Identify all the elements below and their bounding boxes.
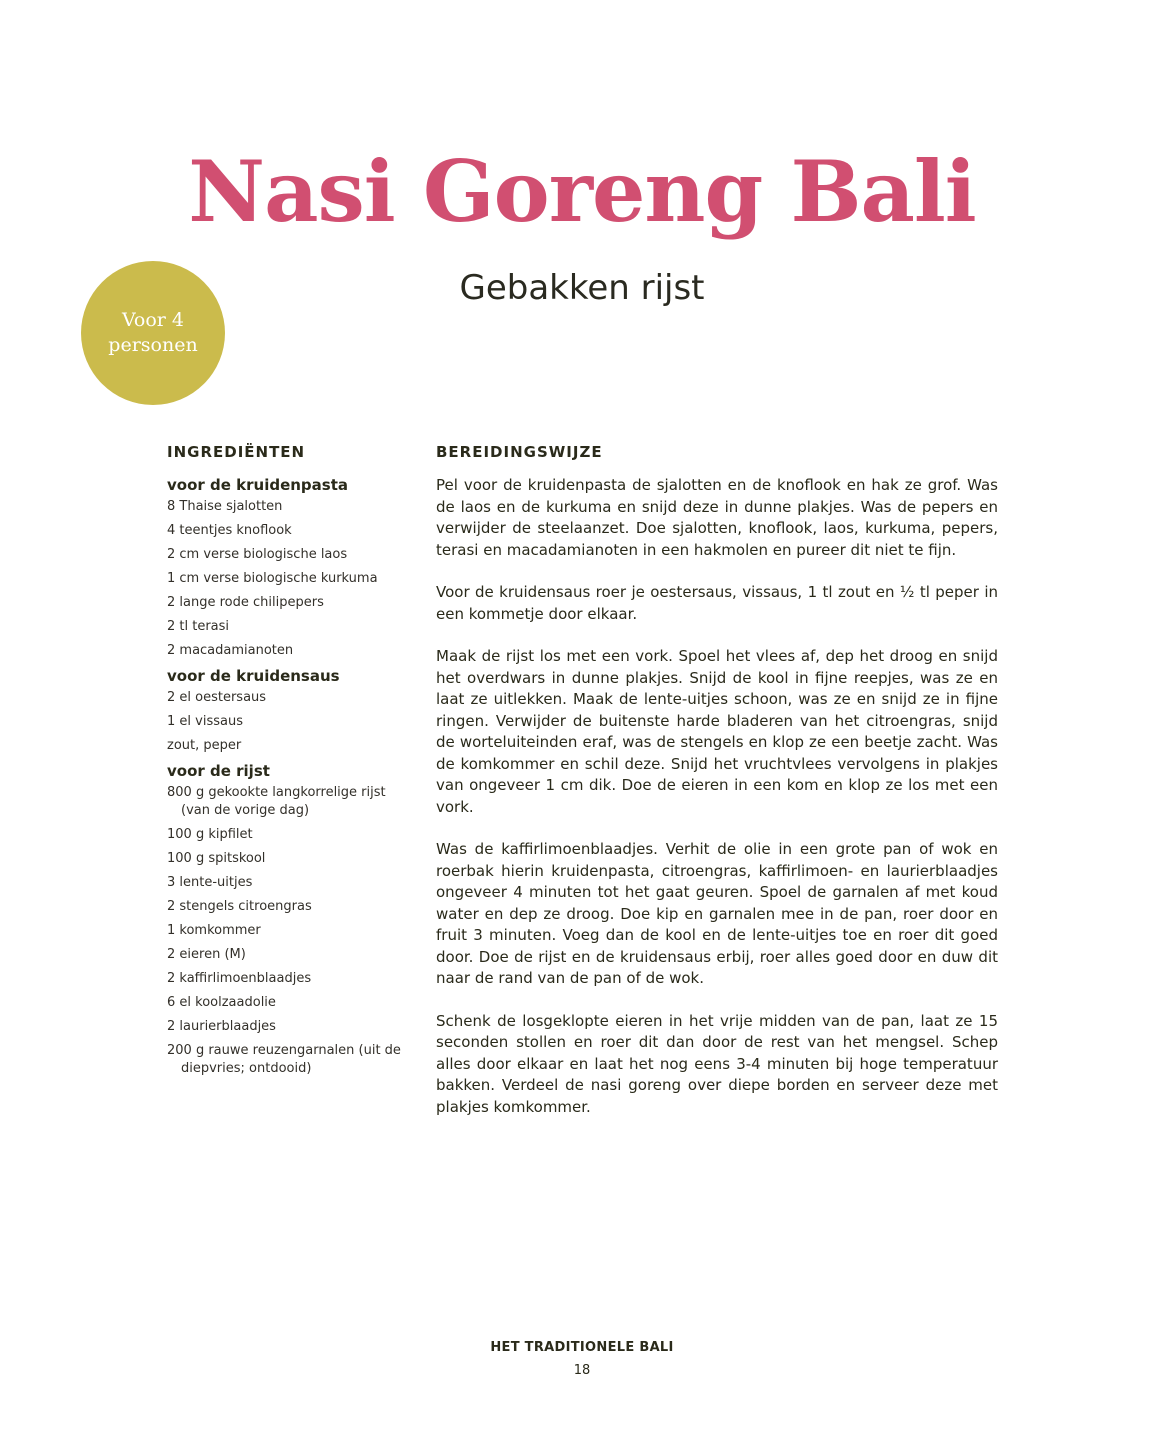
ingredient-item: 8 Thaise sjalotten <box>167 499 283 514</box>
servings-badge <box>81 261 225 405</box>
recipe-subtitle: Gebakken rijst <box>459 268 705 308</box>
ingredients-section <box>167 443 407 1084</box>
ingredients-heading: INGREDIËNTEN <box>167 443 306 461</box>
ingredient-group-title: voor de kruidensaus <box>167 667 340 685</box>
recipe-title: Nasi Goreng Bali <box>188 142 976 241</box>
ingredient-item: 2 el oestersaus <box>167 690 267 705</box>
preparation-step: Schenk de losgeklopte eieren in het vrije midden van de pan, laat ze 15 seconden stollen en roer dit dan door de rest van het mengsel. Schep alles door elkaar en laat het nog eens 3-4 minuten bij hoge temperatuur bakken. Verdeel de nasi goreng over diepe borden en serveer deze met plakjes komkommer. <box>436 1011 998 1116</box>
ingredient-list <box>167 784 407 1078</box>
ingredient-group-title: voor de kruidenpasta <box>167 476 349 494</box>
preparation-heading: BEREIDINGSWIJZE <box>436 443 603 461</box>
ingredient-group-rijst <box>167 761 407 1078</box>
ingredient-item: 1 komkommer <box>167 923 261 938</box>
preparation-step: Was de kaffirlimoenblaadjes. Verhit de olie in een grote pan of wok en roerbak hierin kruidenpasta, citroengras, kaffirlimoen- en laurierblaadjes ongeveer 4 minuten tot het gaat geuren. Spoel de garnalen af met koud water en dep ze droog. Doe kip en garnalen mee in de pan, roer door en fruit 3 minuten. Voeg dan de kool en de lente-uitjes toe en roer dit goed door. Doe de rijst en de kruidensaus erbij, roer alles goed door en duw dit naar de rand van de pan of de wok. <box>436 840 998 987</box>
ingredient-item: 2 macadamianoten <box>167 643 294 658</box>
page-footer <box>0 1339 1164 1380</box>
ingredient-item: 1 cm verse biologische kurkuma <box>167 571 378 586</box>
ingredient-item: 2 kaffirlimoenblaadjes <box>167 971 312 986</box>
preparation-section <box>436 443 998 1139</box>
ingredient-item: 800 g gekookte langkorrelige rijst (van de vorige dag) <box>167 785 386 818</box>
ingredient-item: 2 laurierblaadjes <box>167 1019 276 1034</box>
footer-section-title: HET TRADITIONELE BALI <box>490 1340 674 1355</box>
ingredient-item: 200 g rauwe reuzengarnalen (uit de diepvries; ontdooid) <box>167 1043 401 1076</box>
ingredient-item: 1 el vissaus <box>167 714 243 729</box>
page-number: 18 <box>573 1363 591 1378</box>
ingredient-item: 100 g kipfilet <box>167 827 253 842</box>
ingredient-group-kruidensaus <box>167 666 407 755</box>
ingredient-item: 2 eieren (M) <box>167 947 246 962</box>
preparation-step: Voor de kruidensaus roer je oestersaus, vissaus, 1 tl zout en ½ tl peper in een kommetje door elkaar. <box>436 583 998 623</box>
servings-badge-text: Voor 4 personen <box>108 309 198 356</box>
ingredient-group-kruidenpasta <box>167 475 407 660</box>
ingredient-item: zout, peper <box>167 738 242 753</box>
ingredient-list <box>167 498 407 660</box>
ingredient-item: 2 stengels citroengras <box>167 899 312 914</box>
ingredient-list <box>167 689 407 755</box>
ingredient-item: 3 lente-uitjes <box>167 875 253 890</box>
ingredient-item: 6 el koolzaadolie <box>167 995 276 1010</box>
preparation-step: Maak de rijst los met een vork. Spoel het vlees af, dep het droog en snijd het overdwars in dunne plakjes. Snijd de kool in fijne reepjes, was ze en laat ze uitlekken. Maak de lente-uitjes schoon, was ze en snijd ze in fijne ringen. Verwijder de buitenste harde bladeren van het citroengras, snijd de worteluiteinden eraf, was de stengels en klop ze een beetje zacht. Was de komkommer en schil deze. Snijd het vruchtvlees vervolgens in plakjes van ongeveer 1 cm dik. Doe de eieren in een kom en klop ze los met een vork. <box>436 647 998 816</box>
preparation-step: Pel voor de kruidenpasta de sjalotten en de knoflook en hak ze grof. Was de laos en de kurkuma en snijd deze in dunne plakjes. Was de pepers en verwijder de steelaanzet. Doe sjalotten, knoflook, laos, kurkuma, pepers, terasi en macadamianoten in een hakmolen en pureer dit niet te fijn. <box>436 476 998 559</box>
ingredient-item: 4 teentjes knoflook <box>167 523 292 538</box>
ingredient-item: 2 cm verse biologische laos <box>167 547 348 562</box>
ingredient-group-title: voor de rijst <box>167 762 270 780</box>
ingredient-item: 2 tl terasi <box>167 619 230 634</box>
ingredient-item: 2 lange rode chilipepers <box>167 595 324 610</box>
ingredient-item: 100 g spitskool <box>167 851 266 866</box>
